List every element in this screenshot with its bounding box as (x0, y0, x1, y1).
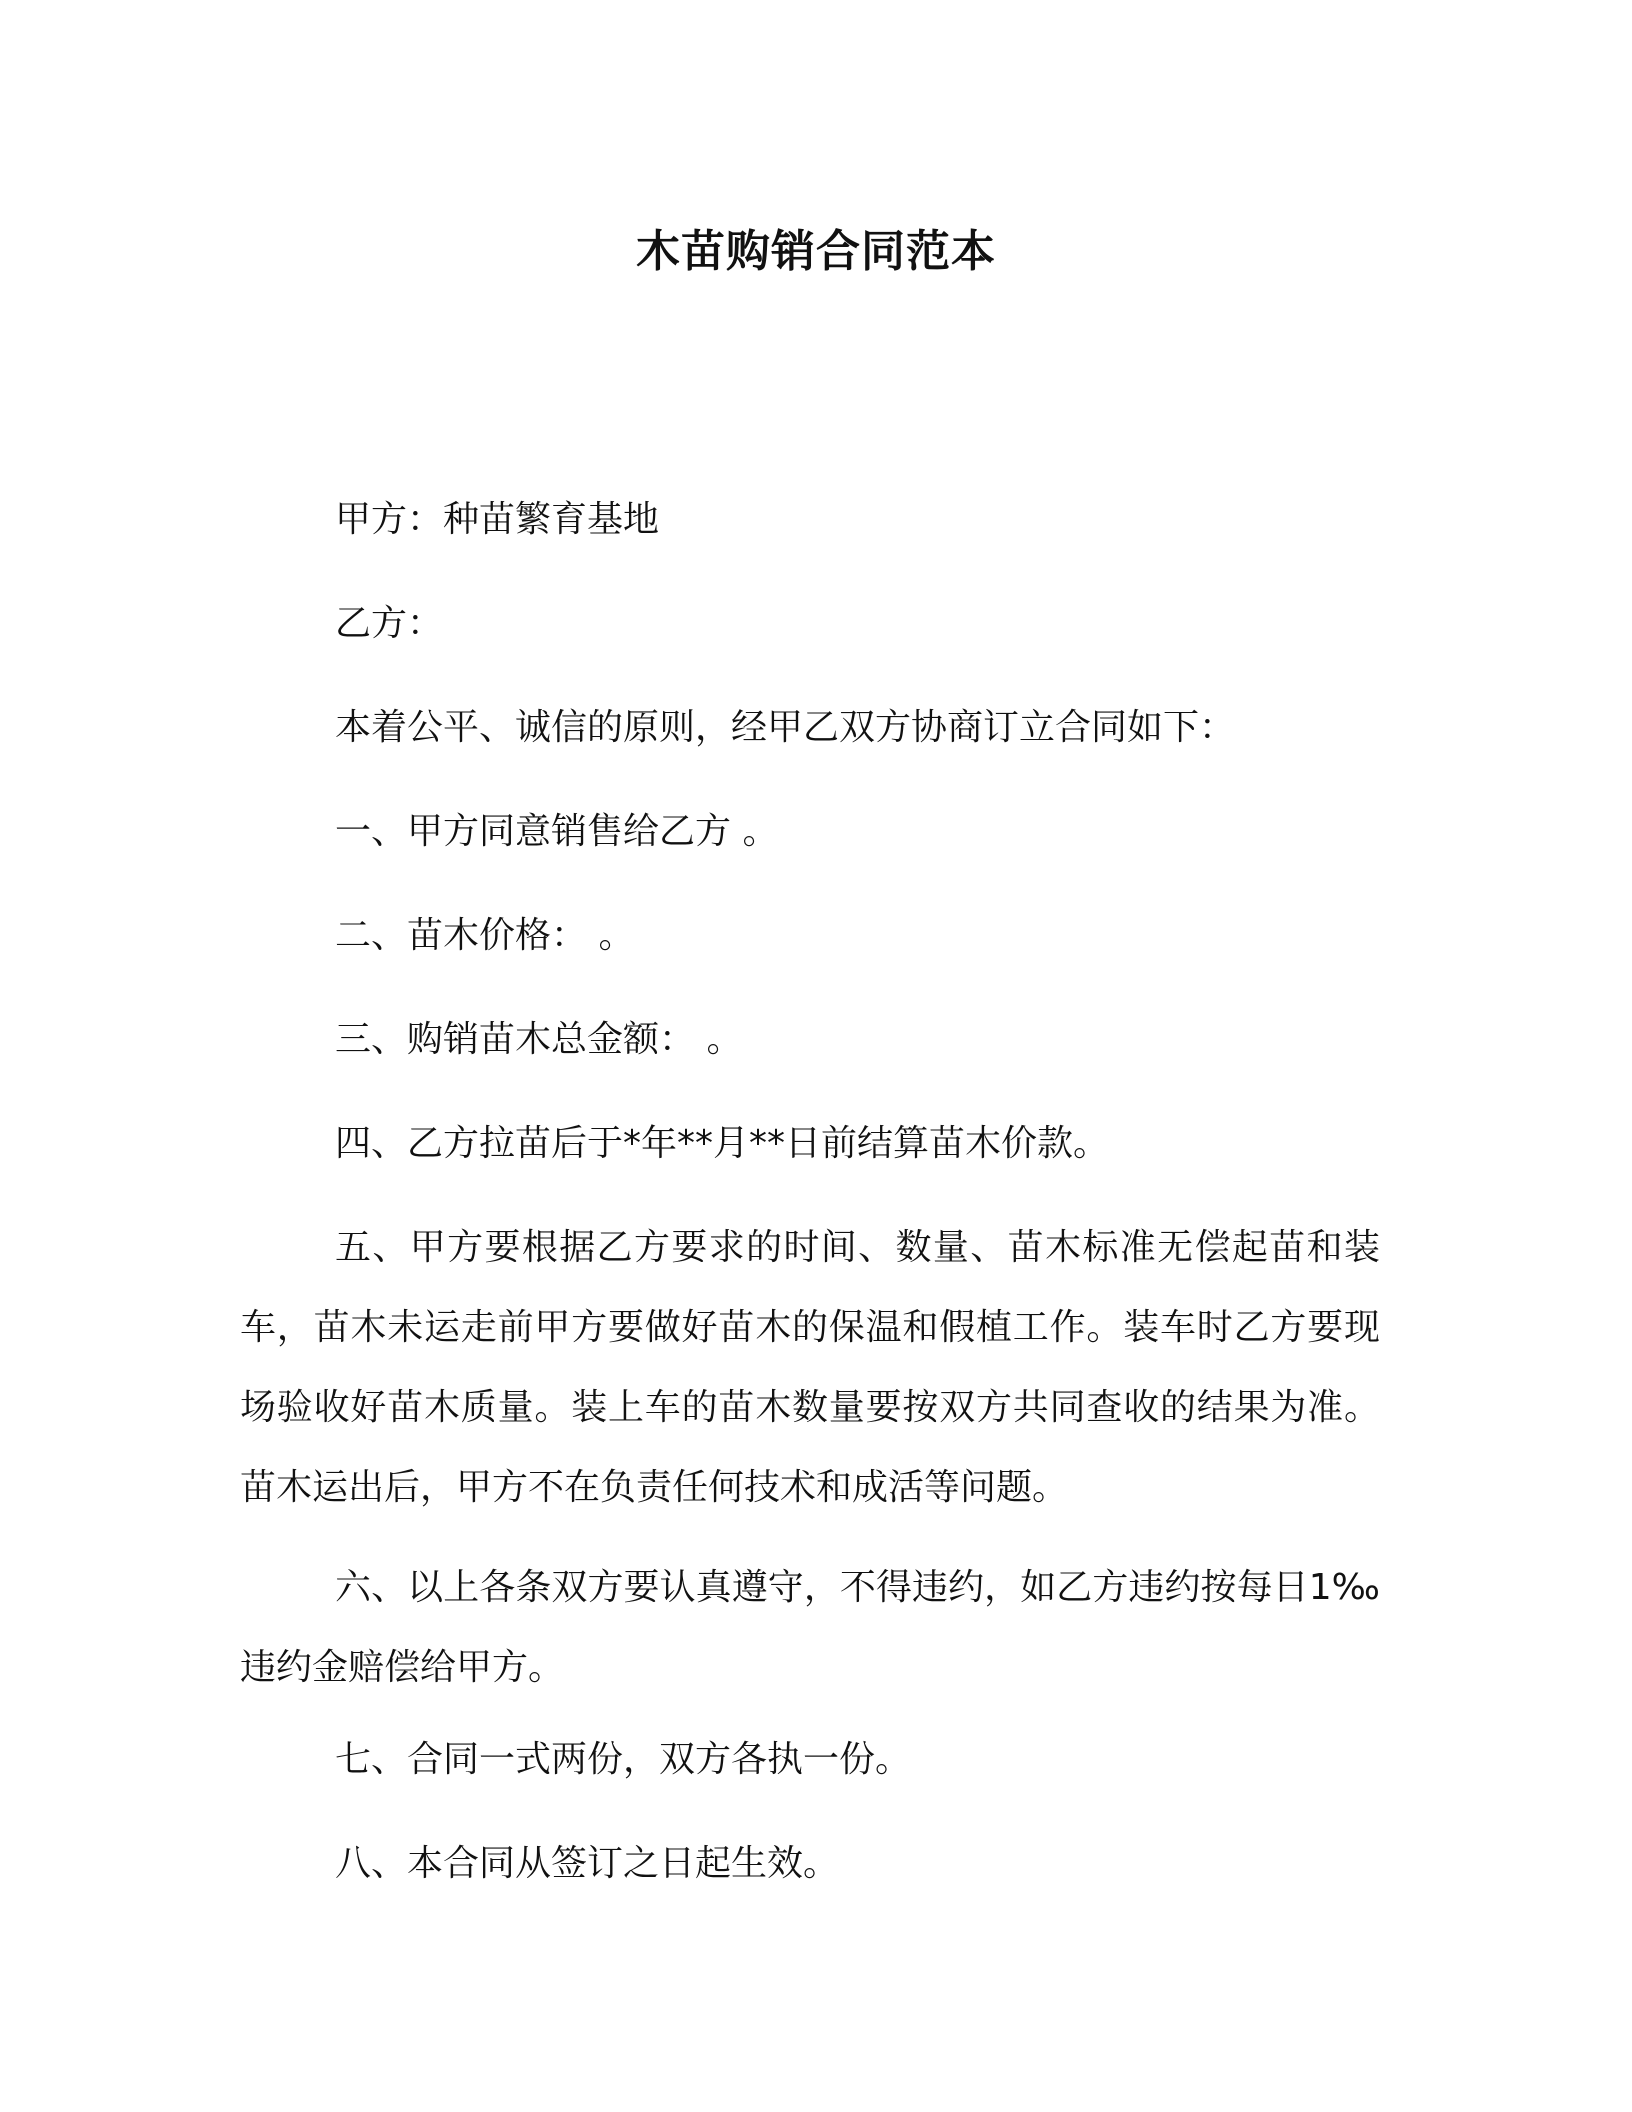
document-title: 木苗购销合同范本 (636, 226, 996, 277)
party-a-line: 甲方：种苗繁育基地 (335, 499, 660, 540)
clause-6: 六、以上各条双方要认真遵守，不得违约，如乙方违约按每日1‰违约金赔偿给甲方。 (240, 1567, 1380, 1688)
clause-8: 八、本合同从签订之日起生效。 (335, 1843, 840, 1884)
clause-3: 三、购销苗木总金额： 。 (335, 1019, 743, 1060)
clause-1: 一、甲方同意销售给乙方 。 (335, 811, 779, 852)
clause-5: 五、甲方要根据乙方要求的时间、数量、苗木标准无偿起苗和装车，苗木未运走前甲方要做好苗木的保温和假植工作。装车时乙方要现场验收好苗木质量。装上车的苗木数量要按双方共同查收的结果为准。苗木运出后，甲方不在负责任何技术和成活等问题。 (240, 1227, 1380, 1508)
intro-paragraph: 本着公平、诚信的原则，经甲乙双方协商订立合同如下： (335, 707, 1236, 748)
party-b-line: 乙方： (335, 603, 444, 644)
clause-2: 二、苗木价格： 。 (335, 915, 635, 956)
clause-7: 七、合同一式两份，双方各执一份。 (335, 1739, 912, 1780)
clause-4: 四、乙方拉苗后于*年**月**日前结算苗木价款。 (335, 1123, 1110, 1164)
